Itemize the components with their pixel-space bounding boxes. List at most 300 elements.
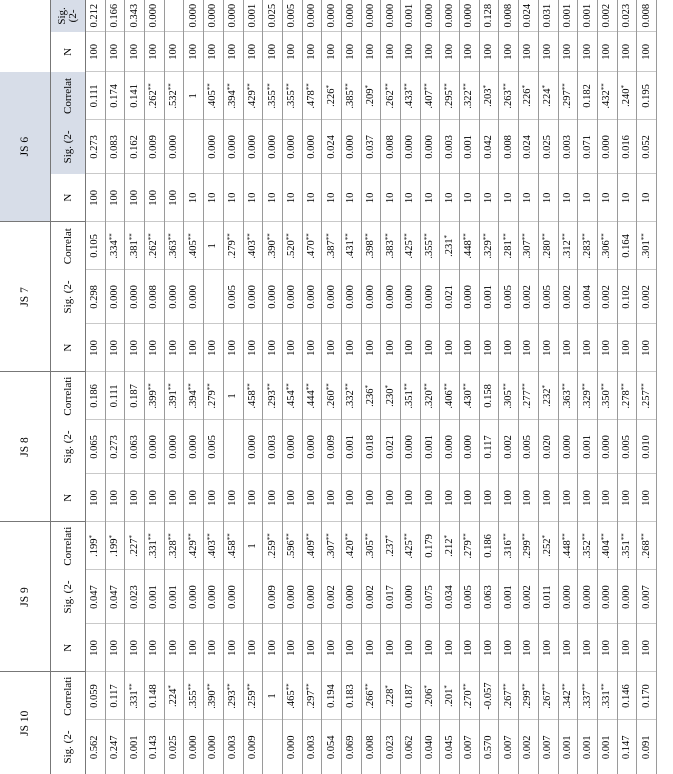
subheader-correlation: Correlati: [51, 672, 86, 720]
table-cell: 0.158: [479, 372, 499, 420]
table-cell: 0.062: [401, 720, 421, 774]
table-cell: 100: [597, 32, 617, 72]
table-cell: 100: [519, 32, 539, 72]
table-cell: 0.141: [125, 72, 145, 120]
table-cell: .403**: [243, 222, 263, 270]
significance-marker: **: [521, 683, 530, 691]
table-cell: 1: [243, 522, 263, 570]
table-cell: .297**: [558, 72, 578, 120]
table-cell: [164, 0, 184, 32]
table-cell: 100: [361, 32, 381, 72]
significance-marker: **: [541, 683, 550, 691]
table-row: [617, 0, 637, 774]
significance-marker: **: [167, 383, 176, 391]
table-cell: 0.000: [184, 720, 204, 774]
table-cell: 10: [361, 174, 381, 222]
table-cell: 0.063: [125, 420, 145, 474]
table-cell: 100: [558, 32, 578, 72]
table-row: [420, 0, 440, 774]
table-cell: .448**: [558, 522, 578, 570]
table-cell: .226*: [519, 72, 539, 120]
table-cell: 0.024: [519, 0, 539, 32]
table-cell: .331**: [125, 672, 145, 720]
table-cell: 100: [637, 324, 657, 372]
subheader-sig: Sig. (2-: [51, 420, 86, 474]
table-cell: 1: [223, 372, 243, 420]
significance-marker: **: [560, 383, 569, 391]
group-js10: JS 10: [0, 672, 51, 774]
table-cell: 100: [420, 624, 440, 672]
table-cell: 0.000: [204, 720, 224, 774]
table-cell: .305**: [499, 372, 519, 420]
table-cell: 0.000: [125, 270, 145, 324]
table-cell: 100: [184, 32, 204, 72]
table-cell: 1: [204, 222, 224, 270]
table-cell: 0.091: [637, 720, 657, 774]
significance-marker: **: [206, 383, 215, 391]
table-cell: .351**: [401, 372, 421, 420]
table-cell: 100: [499, 474, 519, 522]
table-cell: 100: [637, 474, 657, 522]
significance-marker: *: [383, 385, 392, 389]
table-cell: 10: [223, 174, 243, 222]
table-cell: 0.212: [86, 0, 106, 32]
table-cell: 100: [322, 324, 342, 372]
table-cell: 100: [243, 324, 263, 372]
table-cell: 0.001: [243, 0, 263, 32]
table-cell: .404**: [597, 522, 617, 570]
table-cell: .432**: [597, 72, 617, 120]
table-cell: .409**: [302, 522, 322, 570]
table-cell: 100: [381, 624, 401, 672]
significance-marker: **: [226, 83, 235, 91]
table-cell: 0.002: [519, 720, 539, 774]
significance-marker: **: [383, 233, 392, 241]
group-js6: JS 6: [0, 72, 51, 222]
table-cell: 100: [578, 324, 598, 372]
table-cell: 100: [460, 624, 480, 672]
table-cell: 100: [558, 624, 578, 672]
table-cell: 100: [125, 174, 145, 222]
table-cell: .228*: [381, 672, 401, 720]
table-row: [243, 0, 263, 774]
table-cell: 0.005: [538, 270, 558, 324]
table-cell: 0.117: [105, 672, 125, 720]
table-cell: 10: [519, 174, 539, 222]
table-cell: .363**: [164, 222, 184, 270]
significance-marker: **: [127, 683, 136, 691]
table-cell: 100: [460, 32, 480, 72]
table-cell: 100: [263, 324, 283, 372]
table-row: [460, 0, 480, 774]
table-row: [341, 0, 361, 774]
table-row: [125, 0, 145, 774]
table-cell: 0.170: [637, 672, 657, 720]
significance-marker: **: [521, 233, 530, 241]
table-cell: 10: [420, 174, 440, 222]
table-cell: 10: [479, 174, 499, 222]
table-cell: 100: [460, 474, 480, 522]
significance-marker: *: [363, 84, 372, 89]
table-cell: 100: [125, 624, 145, 672]
table-cell: 100: [302, 324, 322, 372]
table-cell: .337**: [578, 672, 598, 720]
table-cell: .199*: [86, 522, 106, 570]
significance-marker: **: [403, 83, 412, 91]
table-cell: 100: [86, 624, 106, 672]
table-row: [361, 0, 381, 774]
table-cell: 0.000: [145, 420, 165, 474]
table-cell: 0.000: [282, 720, 302, 774]
significance-marker: **: [324, 233, 333, 241]
table-cell: 0.000: [145, 0, 165, 32]
table-cell: 100: [499, 32, 519, 72]
table-cell: 0.040: [420, 720, 440, 774]
table-cell: .232*: [538, 372, 558, 420]
table-cell: .425**: [401, 522, 421, 570]
table-cell: 100: [302, 32, 322, 72]
table-cell: .322**: [460, 72, 480, 120]
table-cell: .277**: [519, 372, 539, 420]
table-cell: 0.003: [223, 720, 243, 774]
table-cell: .387**: [322, 222, 342, 270]
significance-marker: **: [265, 533, 274, 541]
significance-marker: **: [482, 233, 491, 241]
table-cell: [223, 420, 243, 474]
table-cell: 0.148: [145, 672, 165, 720]
table-cell: 10: [282, 174, 302, 222]
table-cell: .352**: [578, 522, 598, 570]
table-cell: 0.147: [617, 720, 637, 774]
table-cell: 100: [538, 32, 558, 72]
table-cell: 0.000: [223, 0, 243, 32]
table-cell: .307**: [519, 222, 539, 270]
table-cell: 100: [440, 324, 460, 372]
table-cell: 100: [164, 474, 184, 522]
table-cell: 0.000: [558, 420, 578, 474]
table-cell: 100: [302, 474, 322, 522]
table-cell: 0.000: [341, 120, 361, 174]
table-cell: 100: [420, 474, 440, 522]
table-cell: 100: [578, 624, 598, 672]
table-row: [538, 0, 558, 774]
table-cell: 10: [617, 174, 637, 222]
table-cell: 100: [597, 474, 617, 522]
significance-marker: **: [226, 533, 235, 541]
significance-marker: **: [403, 233, 412, 241]
table-cell: .209*: [361, 72, 381, 120]
table-cell: 0.186: [479, 522, 499, 570]
table-cell: 0.000: [184, 0, 204, 32]
table-cell: 0.000: [420, 270, 440, 324]
significance-marker: **: [423, 233, 432, 241]
table-cell: .403**: [204, 522, 224, 570]
table-cell: .293**: [263, 372, 283, 420]
table-cell: 0.162: [125, 120, 145, 174]
table-cell: 100: [282, 32, 302, 72]
table-row: [164, 0, 184, 774]
table-cell: .406**: [440, 372, 460, 420]
table-cell: 100: [538, 624, 558, 672]
table-cell: 0.047: [105, 570, 125, 624]
table-cell: .307**: [322, 522, 342, 570]
table-cell: 0.001: [558, 0, 578, 32]
table-cell: 0.001: [597, 720, 617, 774]
table-cell: 0.000: [184, 270, 204, 324]
table-cell: 0.008: [381, 120, 401, 174]
table-cell: 0.009: [322, 420, 342, 474]
significance-marker: **: [147, 533, 156, 541]
table-cell: 100: [538, 474, 558, 522]
significance-marker: **: [639, 533, 648, 541]
table-cell: .363**: [558, 372, 578, 420]
significance-marker: **: [501, 233, 510, 241]
significance-marker: **: [462, 533, 471, 541]
table-cell: .470**: [302, 222, 322, 270]
table-row: [184, 0, 204, 774]
table-cell: 100: [145, 474, 165, 522]
table-cell: 100: [263, 474, 283, 522]
subheader-sig: Sig. (2-: [51, 720, 86, 774]
table-cell: .478**: [302, 72, 322, 120]
table-cell: 100: [164, 174, 184, 222]
significance-marker: **: [344, 383, 353, 391]
subheader-correlation: Correlat: [51, 222, 86, 270]
table-cell: 100: [145, 32, 165, 72]
subheader-row: [51, 0, 86, 774]
significance-marker: **: [206, 533, 215, 541]
table-cell: 10: [263, 174, 283, 222]
significance-marker: **: [423, 383, 432, 391]
table-cell: .279**: [460, 522, 480, 570]
significance-marker: **: [580, 383, 589, 391]
table-cell: 0.000: [597, 120, 617, 174]
table-cell: 100: [597, 624, 617, 672]
table-cell: 0.001: [460, 120, 480, 174]
table-cell: .279**: [204, 372, 224, 420]
table-cell: 0.009: [263, 570, 283, 624]
table-cell: 100: [499, 324, 519, 372]
significance-marker: **: [245, 233, 254, 241]
table-cell: 0.000: [361, 270, 381, 324]
table-cell: 10: [184, 174, 204, 222]
table-cell: 100: [125, 324, 145, 372]
significance-marker: **: [501, 683, 510, 691]
table-cell: 100: [184, 324, 204, 372]
table-row: [578, 0, 598, 774]
group-js9: JS 9: [0, 522, 51, 672]
table-cell: 100: [479, 474, 499, 522]
table-cell: .394**: [184, 372, 204, 420]
table-cell: .328**: [164, 522, 184, 570]
table-cell: 0.000: [361, 0, 381, 32]
table-cell: 100: [440, 624, 460, 672]
table-cell: 100: [637, 32, 657, 72]
table-cell: .257**: [637, 372, 657, 420]
table-row: [223, 0, 243, 774]
table-cell: 100: [617, 474, 637, 522]
table-row: [597, 0, 617, 774]
table-cell: 0.117: [479, 420, 499, 474]
table-cell: 0.034: [440, 570, 460, 624]
subheader-sig: Sig. (2-: [51, 120, 86, 174]
table-cell: 100: [145, 324, 165, 372]
table-cell: .355**: [263, 72, 283, 120]
table-cell: .199*: [105, 522, 125, 570]
table-cell: 100: [105, 624, 125, 672]
table-cell: 0.004: [578, 270, 598, 324]
table-cell: 100: [243, 474, 263, 522]
table-cell: 0.000: [420, 0, 440, 32]
table-cell: .398**: [361, 222, 381, 270]
significance-marker: **: [580, 683, 589, 691]
table-cell: 100: [204, 32, 224, 72]
table-cell: .297**: [302, 672, 322, 720]
table-cell: 100: [401, 624, 421, 672]
group-js7: JS 7: [0, 222, 51, 372]
table-cell: [204, 270, 224, 324]
table-cell: 0.003: [440, 120, 460, 174]
table-cell: .262**: [145, 222, 165, 270]
table-cell: 100: [125, 32, 145, 72]
table-cell: 0.000: [105, 270, 125, 324]
table-cell: 0.247: [105, 720, 125, 774]
table-cell: 0.005: [617, 420, 637, 474]
table-cell: 10: [499, 174, 519, 222]
subheader-n: N: [51, 624, 86, 672]
table-cell: 100: [519, 624, 539, 672]
table-cell: .306**: [597, 222, 617, 270]
table-cell: 0.024: [322, 120, 342, 174]
table-cell: -0.057: [479, 672, 499, 720]
table-cell: .201*: [440, 672, 460, 720]
table-cell: .301**: [637, 222, 657, 270]
table-cell: 0.024: [519, 120, 539, 174]
table-cell: 0.001: [578, 720, 598, 774]
table-cell: 100: [145, 624, 165, 672]
table-cell: 0.010: [637, 420, 657, 474]
table-cell: 0.002: [558, 270, 578, 324]
table-row: [381, 0, 401, 774]
table-cell: 100: [341, 324, 361, 372]
table-cell: 1: [184, 72, 204, 120]
table-cell: 100: [381, 32, 401, 72]
table-cell: 10: [538, 174, 558, 222]
table-cell: 0.000: [282, 120, 302, 174]
table-cell: 0.037: [361, 120, 381, 174]
table-cell: 100: [223, 624, 243, 672]
table-cell: 0.018: [361, 420, 381, 474]
significance-marker: **: [285, 533, 294, 541]
table-cell: 0.273: [105, 420, 125, 474]
table-cell: 100: [105, 32, 125, 72]
table-cell: 100: [184, 474, 204, 522]
table-cell: .279**: [223, 222, 243, 270]
table-cell: 0.007: [460, 720, 480, 774]
table-cell: 0.005: [460, 570, 480, 624]
table-cell: 100: [302, 624, 322, 672]
significance-marker: **: [127, 233, 136, 241]
table-cell: 100: [164, 32, 184, 72]
significance-marker: *: [383, 685, 392, 689]
table-cell: 0.000: [341, 570, 361, 624]
table-cell: .240*: [617, 72, 637, 120]
table-cell: 100: [204, 624, 224, 672]
table-cell: .329**: [578, 372, 598, 420]
table-cell: 0.000: [401, 570, 421, 624]
table-cell: 0.047: [86, 570, 106, 624]
table-cell: 0.000: [558, 570, 578, 624]
table-cell: 100: [263, 624, 283, 672]
table-row: [145, 0, 165, 774]
table-cell: 0.063: [479, 570, 499, 624]
subheader-n: N: [51, 324, 86, 372]
table-cell: 0.000: [164, 270, 184, 324]
subheader-n: N: [51, 32, 86, 72]
significance-marker: **: [344, 233, 353, 241]
significance-marker: **: [501, 533, 510, 541]
table-cell: .283**: [578, 222, 598, 270]
table-cell: .312**: [558, 222, 578, 270]
table-cell: 0.005: [282, 0, 302, 32]
table-cell: 0.005: [519, 420, 539, 474]
table-cell: .355**: [282, 72, 302, 120]
table-cell: 0.000: [243, 120, 263, 174]
significance-marker: **: [167, 533, 176, 541]
table-cell: 100: [479, 624, 499, 672]
table-cell: 10: [597, 174, 617, 222]
significance-marker: **: [501, 83, 510, 91]
table-cell: .266**: [361, 672, 381, 720]
significance-marker: **: [186, 383, 195, 391]
table-cell: 100: [420, 32, 440, 72]
significance-marker: **: [147, 383, 156, 391]
table-cell: .390**: [263, 222, 283, 270]
table-cell: 0.000: [164, 420, 184, 474]
significance-marker: **: [265, 233, 274, 241]
table-cell: 0.000: [460, 270, 480, 324]
table-cell: 100: [223, 32, 243, 72]
table-cell: 0.054: [322, 720, 342, 774]
significance-marker: **: [206, 83, 215, 91]
table-row: [263, 0, 283, 774]
significance-marker: **: [324, 533, 333, 541]
table-cell: .224*: [538, 72, 558, 120]
table-cell: .351**: [617, 522, 637, 570]
table-cell: .230*: [381, 372, 401, 420]
significance-marker: **: [186, 233, 195, 241]
table-cell: .429**: [243, 72, 263, 120]
table-row: [519, 0, 539, 774]
subheader-correlation: Correlat: [51, 72, 86, 120]
significance-marker: **: [600, 533, 609, 541]
significance-marker: **: [304, 383, 313, 391]
table-cell: .532**: [164, 72, 184, 120]
significance-marker: *: [521, 84, 530, 89]
table-cell: 0.065: [86, 420, 106, 474]
table-cell: 0.002: [519, 270, 539, 324]
table-cell: 0.000: [184, 570, 204, 624]
significance-marker: **: [403, 383, 412, 391]
table-cell: .227*: [125, 522, 145, 570]
table-cell: 100: [282, 324, 302, 372]
table-cell: 0.008: [361, 720, 381, 774]
table-row: [302, 0, 322, 774]
table-cell: 100: [86, 474, 106, 522]
significance-marker: **: [600, 683, 609, 691]
table-cell: 0.000: [164, 120, 184, 174]
table-cell: 0.008: [145, 270, 165, 324]
